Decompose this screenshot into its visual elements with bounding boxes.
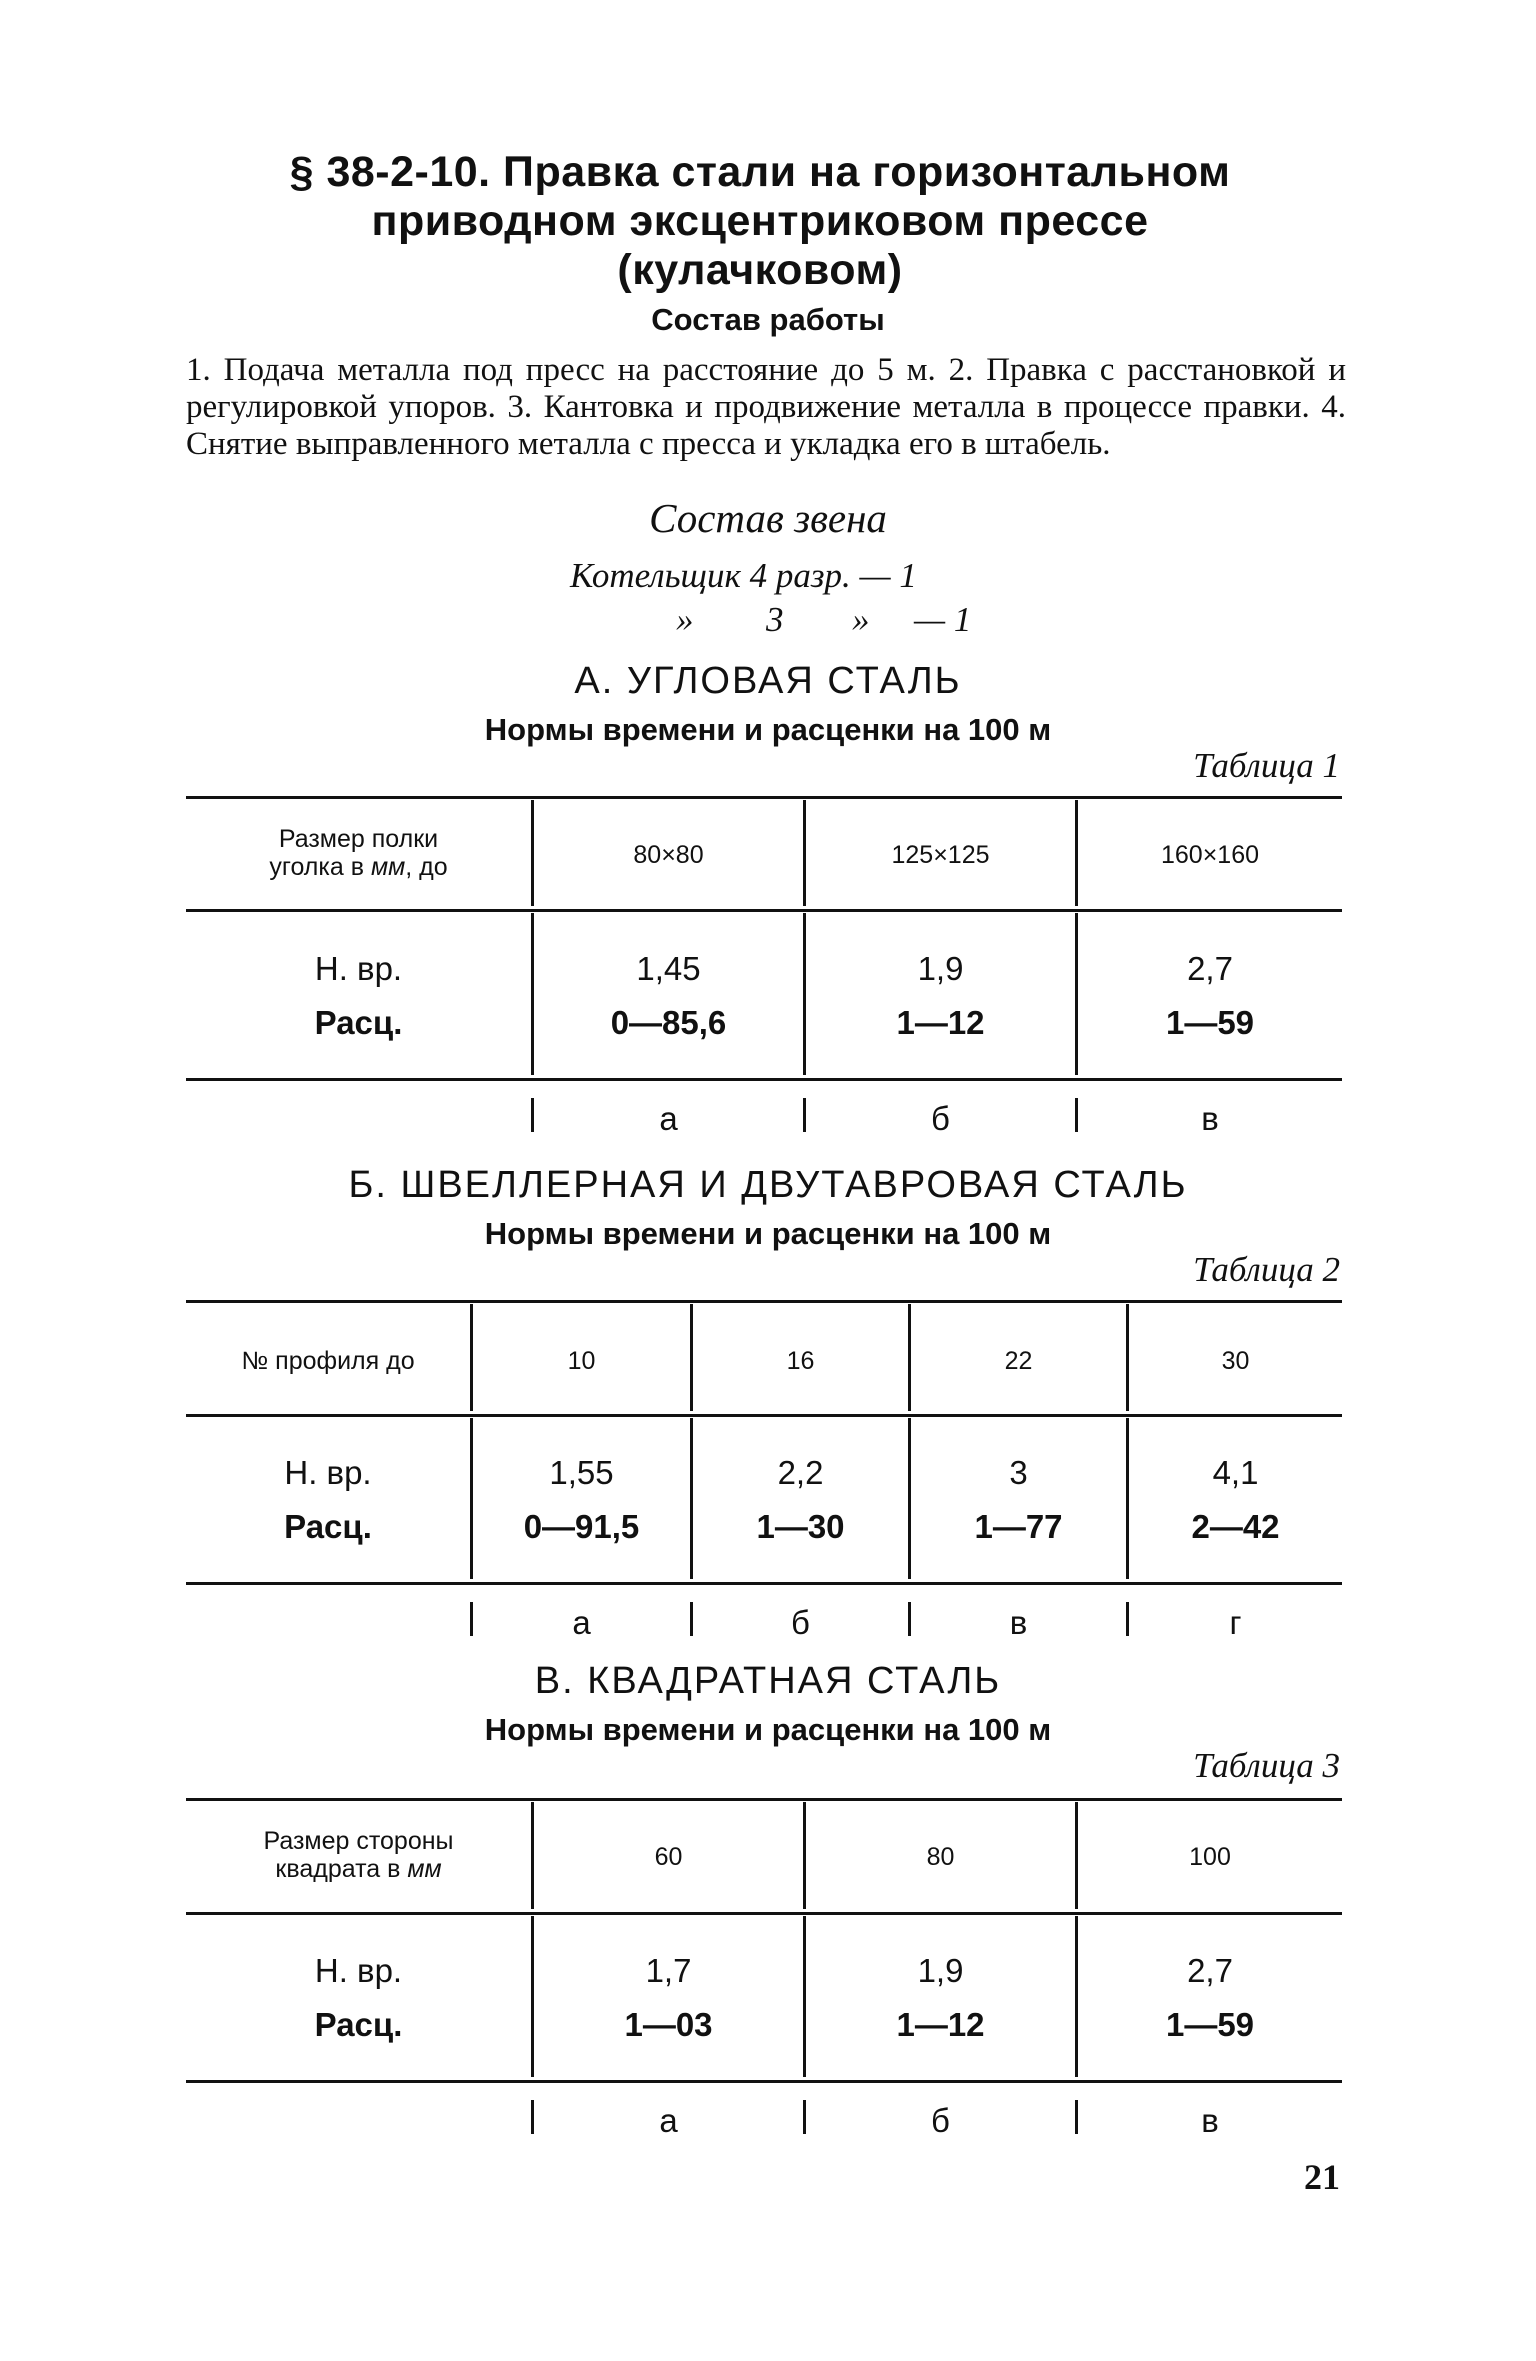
table-2-label: Таблица 2 (1193, 1250, 1340, 1289)
table-2-header-rule (186, 1414, 1342, 1417)
table-1-header-label-line-1: Размер полки (278, 825, 439, 853)
table-1-column-letter: а (659, 1100, 678, 1137)
table-1-section-title: А. УГЛОВАЯ СТАЛЬ (574, 660, 962, 702)
table-3-column-header: 80 (926, 1843, 955, 1871)
page-number: 21 (1304, 2157, 1340, 2197)
table-1-time-value: 1,45 (636, 950, 701, 987)
table-3-column-letter: а (659, 2102, 678, 2139)
table-2-bottom-rule (186, 1582, 1342, 1585)
table-1-divider (531, 913, 534, 1075)
table-3-row-label-rate: Расц. (314, 2006, 403, 2043)
table-3-time-value: 1,7 (645, 1952, 692, 1989)
work-composition-text: 1. Подача металла под пресс на расстояние до 5 м. 2. Правка с расстановкой и регулировкой упоров. 3. Кантовка и продвижение металла в процессе правки. 4. Снятие выправленного металла с пресса и укладка его в штабель. (186, 352, 1346, 462)
crew-heading: Состав звена (649, 495, 887, 541)
table-2-divider (690, 1418, 693, 1579)
header-label-unit: мм (370, 853, 406, 881)
table-3-divider (1075, 1916, 1078, 2077)
table-1-column-letter: б (931, 1100, 950, 1137)
table-2-time-value: 1,55 (549, 1454, 614, 1491)
table-3-divider (803, 1916, 806, 2077)
table-3-rate-value: 1—12 (896, 2006, 985, 2043)
table-2-top-rule (186, 1300, 1342, 1303)
crew-row-1: Котельщик 4 разр. — 1 (570, 556, 917, 595)
table-1-column-header: 80×80 (633, 841, 704, 869)
table-2-rate-value: 2—42 (1191, 1508, 1280, 1545)
header-label-prefix: квадрата в (275, 1855, 408, 1883)
table-2-divider (1126, 1418, 1129, 1579)
table-1-rate-value: 1—59 (1165, 1004, 1255, 1041)
title-line-3: (кулачковом) (617, 246, 903, 294)
header-label-unit: мм (407, 1855, 442, 1883)
table-1-rate-value: 0—85,6 (610, 1004, 727, 1041)
table-3-time-value: 1,9 (917, 1952, 964, 1989)
header-label-prefix: уголка в (269, 853, 371, 881)
table-2-row-label-time: Н. вр. (284, 1454, 372, 1491)
table-3-header-rule (186, 1912, 1342, 1915)
table-1-divider (1075, 913, 1078, 1075)
table-3-column-letter: б (931, 2102, 950, 2139)
table-3-header-label-line-2 (186, 1856, 531, 1883)
table-2-column-letter: б (791, 1604, 810, 1641)
table-1-bottom-rule (186, 1078, 1342, 1081)
table-1-time-value: 2,7 (1187, 950, 1233, 987)
header-label-suffix: , до (405, 853, 448, 881)
table-1-divider (803, 913, 806, 1075)
table-1-column-letter: в (1201, 1100, 1219, 1137)
work-composition-heading: Состав работы (651, 302, 885, 337)
table-2-time-value: 4,1 (1212, 1454, 1259, 1491)
table-2-section-title: Б. ШВЕЛЛЕРНАЯ И ДВУТАВРОВАЯ СТАЛЬ (348, 1164, 1188, 1206)
table-1-header-rule (186, 909, 1342, 912)
crew-row-2-ditto-1: » (676, 600, 694, 639)
table-1-rate-value: 1—12 (896, 1004, 985, 1041)
table-3-top-rule (186, 1798, 1342, 1801)
title-line-1: § 38-2-10. Правка стали на горизонтальном (289, 148, 1231, 196)
table-3-column-header: 60 (654, 1843, 683, 1871)
table-1-row-label-time: Н. вр. (314, 950, 403, 987)
title-line-2: приводном эксцентриковом прессе (371, 197, 1149, 245)
table-2-divider (908, 1418, 911, 1579)
table-1-header-label-line-2 (186, 854, 531, 881)
table-3-section-title: В. КВАДРАТНАЯ СТАЛЬ (534, 1660, 1002, 1702)
table-2-time-value: 3 (1009, 1454, 1028, 1491)
table-3-column-letter: в (1201, 2102, 1219, 2139)
table-2-column-header: 22 (1004, 1347, 1033, 1375)
table-1-column-header: 125×125 (891, 841, 990, 869)
table-1-row-label-rate: Расц. (314, 1004, 403, 1041)
table-3-column-header: 100 (1189, 1843, 1231, 1871)
table-2-column-letter: г (1229, 1604, 1242, 1641)
table-2-header-label: № профиля до (241, 1347, 415, 1375)
table-2-row-label-rate: Расц. (284, 1508, 372, 1545)
table-3-time-value: 2,7 (1187, 1952, 1233, 1989)
table-2-column-header: 10 (567, 1347, 596, 1375)
section-title (180, 148, 1340, 295)
table-2-rate-value: 1—30 (756, 1508, 845, 1545)
table-2-rate-value: 1—77 (974, 1508, 1063, 1545)
table-1-column-header: 160×160 (1160, 841, 1260, 869)
table-3-divider (531, 1916, 534, 2077)
table-3-header-label-line-1: Размер стороны (263, 1827, 454, 1855)
table-2-divider (470, 1418, 473, 1579)
table-3-row-label-time: Н. вр. (314, 1952, 403, 1989)
table-1-top-rule (186, 796, 1342, 799)
table-1-subtitle: Нормы времени и расценки на 100 м (484, 712, 1052, 747)
table-3-bottom-rule (186, 2080, 1342, 2083)
table-2-column-letter: а (572, 1604, 591, 1641)
table-2-rate-value: 0—91,5 (523, 1508, 640, 1545)
table-3-label: Таблица 3 (1193, 1746, 1340, 1785)
table-2-column-header: 16 (786, 1347, 815, 1375)
crew-row-2-ditto-2: » (852, 600, 870, 639)
table-2-column-header: 30 (1221, 1347, 1250, 1375)
crew-row-2-grade: 3 (766, 600, 784, 639)
table-1-time-value: 1,9 (917, 950, 964, 987)
table-3-subtitle: Нормы времени и расценки на 100 м (484, 1712, 1052, 1747)
table-1-label: Таблица 1 (1193, 746, 1340, 785)
table-2-subtitle: Нормы времени и расценки на 100 м (484, 1216, 1052, 1251)
crew-row-2-count: — 1 (914, 600, 972, 639)
table-2-time-value: 2,2 (777, 1454, 824, 1491)
table-2-column-letter: в (1009, 1604, 1028, 1641)
table-3-rate-value: 1—03 (624, 2006, 713, 2043)
table-3-rate-value: 1—59 (1165, 2006, 1255, 2043)
